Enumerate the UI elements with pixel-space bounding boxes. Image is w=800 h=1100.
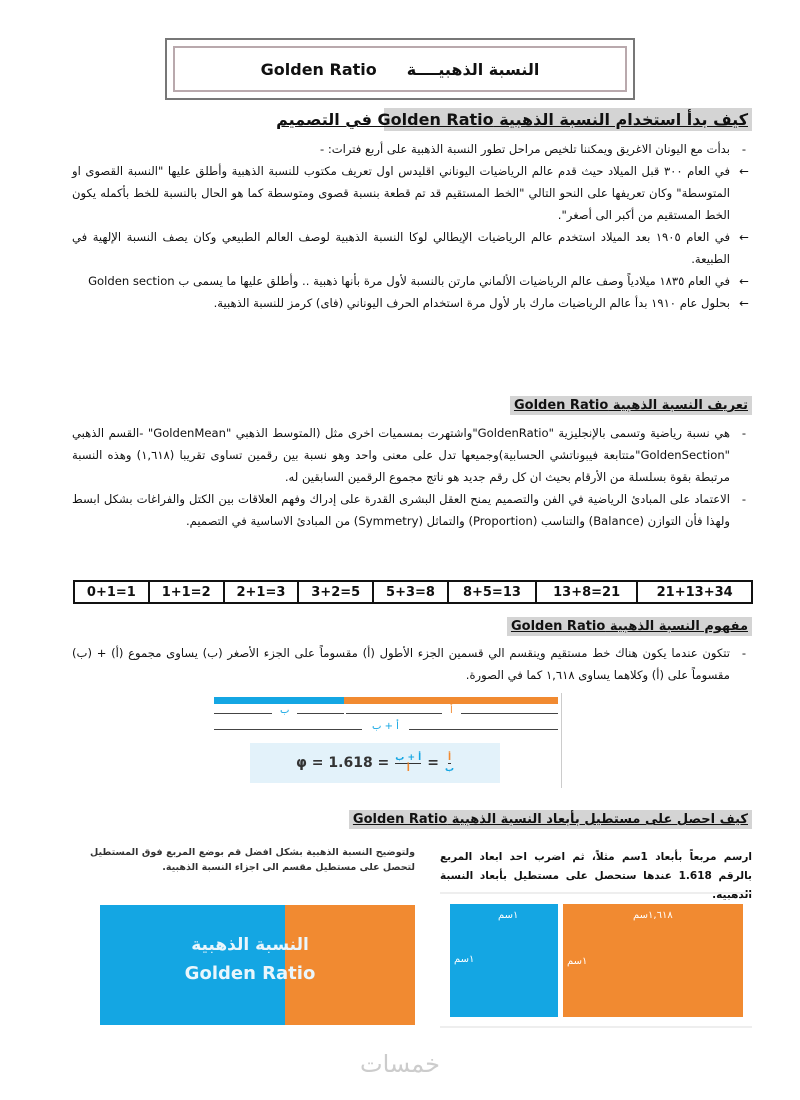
label-b: ب xyxy=(272,705,297,716)
image-arabic: النسبة الذهبية xyxy=(191,935,309,955)
fibonacci-table xyxy=(73,580,753,604)
seq-cell: 3+2=5 xyxy=(298,581,373,603)
section3-body: - تتكون عندما يكون هناك خط مستقيم وينقسم الي قسمين الجزء الأطول (أ) مقسوماً على الجزء الأصغر (ب) يساوى مجموع (أ) + (ب) مقسوماً على (أ) وكلاهما يساوى ١,٦١٨ كما في الصورة. xyxy=(72,642,752,686)
seq-cell: 8+5=13 xyxy=(448,581,536,603)
square xyxy=(450,904,558,1017)
square-side-label: ١سم xyxy=(454,954,475,965)
left-instructions: ولتوضيح النسبة الذهبية بشكل افضل قم بوضع المربع فوق المستطيل لتحصل على مستطيل مقسم الى اجزاء النسبة الذهبية. xyxy=(90,847,415,873)
item-text: في العام ٣٠٠ قبل الميلاد حيث قدم عالم الرياضيات اليوناني اقليدس اول تعريف مكتوب للنسبة الذهبية وأطلق عليها "النسبة القصوى او المتوسطة" وكان تعريفها على النحو التالي "الخط المستقيم قد تم قطعة بنسبة قصوى ومتوسطة كما هو الحال بالنسبة للخط بأكمله يكون الخط المستقيم من أكبر الى أصغر". xyxy=(72,164,730,222)
list-item xyxy=(72,270,752,292)
list-item: - هي نسبة رياضية وتسمى بالإنجليزية "GoldenRatio"واشتهرت بمسميات اخرى مثل (المتوسط الذهبي "GoldenMean" -القسم الذهبي "GoldenSection"متتابعة فيبوناتشي الحسابية)وجميعها تدل على معنى واحد وهو نسبة بين رقمين تساوى تقريبا (١,٦١٨) وهذه النسبة مرتبطة بقوة بسلسلة من الأرقام بحيث ان كل رقم جديد هو ناتج مجموع الرقمين السابقين له. xyxy=(72,422,752,488)
rectangle xyxy=(563,904,743,1017)
item-text: تتكون عندما يكون هناك خط مستقيم وينقسم الي قسمين الجزء الأطول (أ) مقسوماً على الجزء الأصغر (ب) يساوى مجموع (أ) + (ب) مقسوماً على (أ) وكلاهما يساوى ١,٦١٨ كما في الصورة. xyxy=(72,646,730,682)
item-text: في العام ١٩٠٥ بعد الميلاد استخدم عالم الرياضيات الإيطالي لوكا النسبة الذهبية لوصف العالم الطبيعي وكان يصف النسبة الإلهية في الطبيعة. xyxy=(72,230,731,266)
item-text: في العام ١٨٣٥ ميلادياً وصف عالم الرياضيات الألماني مارتن بالنسبة لأول مرة بأنها ذهبية .. وأطلق عليها ما يسمى ب Golden section xyxy=(88,274,730,288)
square-rectangle-figure xyxy=(440,892,752,1028)
section3-heading: مفهوم النسبة الذهبية Golden Ratio xyxy=(507,617,752,636)
title-english: Golden Ratio xyxy=(260,59,377,79)
right-instructions: ارسم مربعاً بأبعاد 1سم مثلاً، ثم اضرب احد ابعاد المربع بالرقم 1.618 عندها ستحصل على مستطيل بأبعاد النسبة الذهبية. xyxy=(440,851,752,901)
phi-value: φ = 1.618 = xyxy=(295,755,390,771)
section2-body xyxy=(72,422,752,532)
list-item xyxy=(72,292,752,314)
arrow-icon: ← xyxy=(739,164,749,178)
seq-cell: 13+8=21 xyxy=(536,581,637,603)
item-text: الاعتماد على المبادئ الرياضية في الفن والتصميم يمنح العقل البشرى القدرة على إدراك وفهم العلاقات بين الكتل والفراغات بشكل ابسط ولهذا فأن التوازن (Balance) والتناسب (Proportion) والتماثل (Symmetry) من المبادئ الاساسية في التصميم. xyxy=(72,492,730,528)
fraction-2 xyxy=(445,753,454,774)
section4-heading: كيف احصل على مستطيل بأبعاد النسبة الذهبية Golden Ratio xyxy=(349,810,752,829)
seq-cell: 0+1=1 xyxy=(74,581,149,603)
arrow-icon: ← xyxy=(739,296,749,310)
numerator: أ xyxy=(447,752,452,763)
golden-line-diagram xyxy=(212,693,562,788)
label-sum: أ + ب xyxy=(362,721,409,732)
arrow-icon: ← xyxy=(739,230,749,244)
list-item xyxy=(72,160,752,226)
phi-formula xyxy=(250,743,500,783)
square-top-label: ١سم xyxy=(498,910,519,921)
rect-side-label: ١سم xyxy=(567,956,588,967)
equals: = xyxy=(427,755,439,771)
section1-body xyxy=(72,138,752,314)
denominator: ب xyxy=(444,763,455,774)
golden-image-text xyxy=(150,935,350,984)
seq-cell: 1+1=2 xyxy=(149,581,224,603)
title-box xyxy=(165,38,635,100)
title-arabic: النسبة الذهبيــــة xyxy=(406,59,540,79)
arrow-icon: ← xyxy=(739,274,749,288)
segment-a xyxy=(344,697,558,704)
seq-cell: 5+3=8 xyxy=(373,581,448,603)
intro-item: - بدأت مع اليونان الاغريق ويمكننا تلخيص مراحل تطور النسبة الذهبية على أربع فترات: - xyxy=(72,138,752,160)
seq-cell: 21+13+34 xyxy=(637,581,752,603)
list-item: - الاعتماد على المبادئ الرياضية في الفن والتصميم يمنح العقل البشرى القدرة على إدراك وفهم العلاقات بين الكتل والفراغات بشكل ابسط ولهذا فأن التوازن (Balance) والتناسب (Proportion) والتماثل (Symmetry) من المبادئ الاساسية في التصميم. xyxy=(72,488,752,532)
segment-b xyxy=(214,697,344,704)
numerator: أ + ب xyxy=(395,752,422,763)
watermark: خمسات xyxy=(359,1050,441,1078)
label-a: أ xyxy=(442,705,461,716)
section2-heading: تعريف النسبة الذهبية Golden Ratio xyxy=(510,396,752,415)
denominator: أ xyxy=(406,763,410,774)
item-text: هي نسبة رياضية وتسمى بالإنجليزية "GoldenRatio"واشتهرت بمسميات اخرى مثل (المتوسط الذهبي "GoldenMean" -القسم الذهبي "GoldenSection"متتابعة فيبوناتشي الحسابية)وجميعها تدل على معنى واحد وهو نسبة بين رقمين تساوى تقريبا (١,٦١٨) وهذه النسبة مرتبطة بقوة بسلسلة من الأرقام بحيث ان كل رقم جديد هو ناتج مجموع الرقمين السابقين له. xyxy=(72,426,731,484)
list-item xyxy=(72,226,752,270)
section1-heading: كيف بدأ استخدام النسبة الذهبية Golden Ratio في التصميم xyxy=(384,108,752,131)
image-english: Golden Ratio xyxy=(184,963,316,984)
item-text: بحلول عام ١٩١٠ بدأ عالم الرياضيات مارك بار لأول مرة استخدام الحرف اليوناني (فاى) كرمز للنسبة الذهبية. xyxy=(213,296,730,310)
rect-top-label: ١,٦١٨سم xyxy=(633,910,673,921)
fraction-1 xyxy=(395,753,421,774)
intro-text: بدأت مع اليونان الاغريق ويمكننا تلخيص مراحل تطور النسبة الذهبية على أربع فترات: - xyxy=(319,142,730,156)
seq-cell: 2+1=3 xyxy=(224,581,299,603)
